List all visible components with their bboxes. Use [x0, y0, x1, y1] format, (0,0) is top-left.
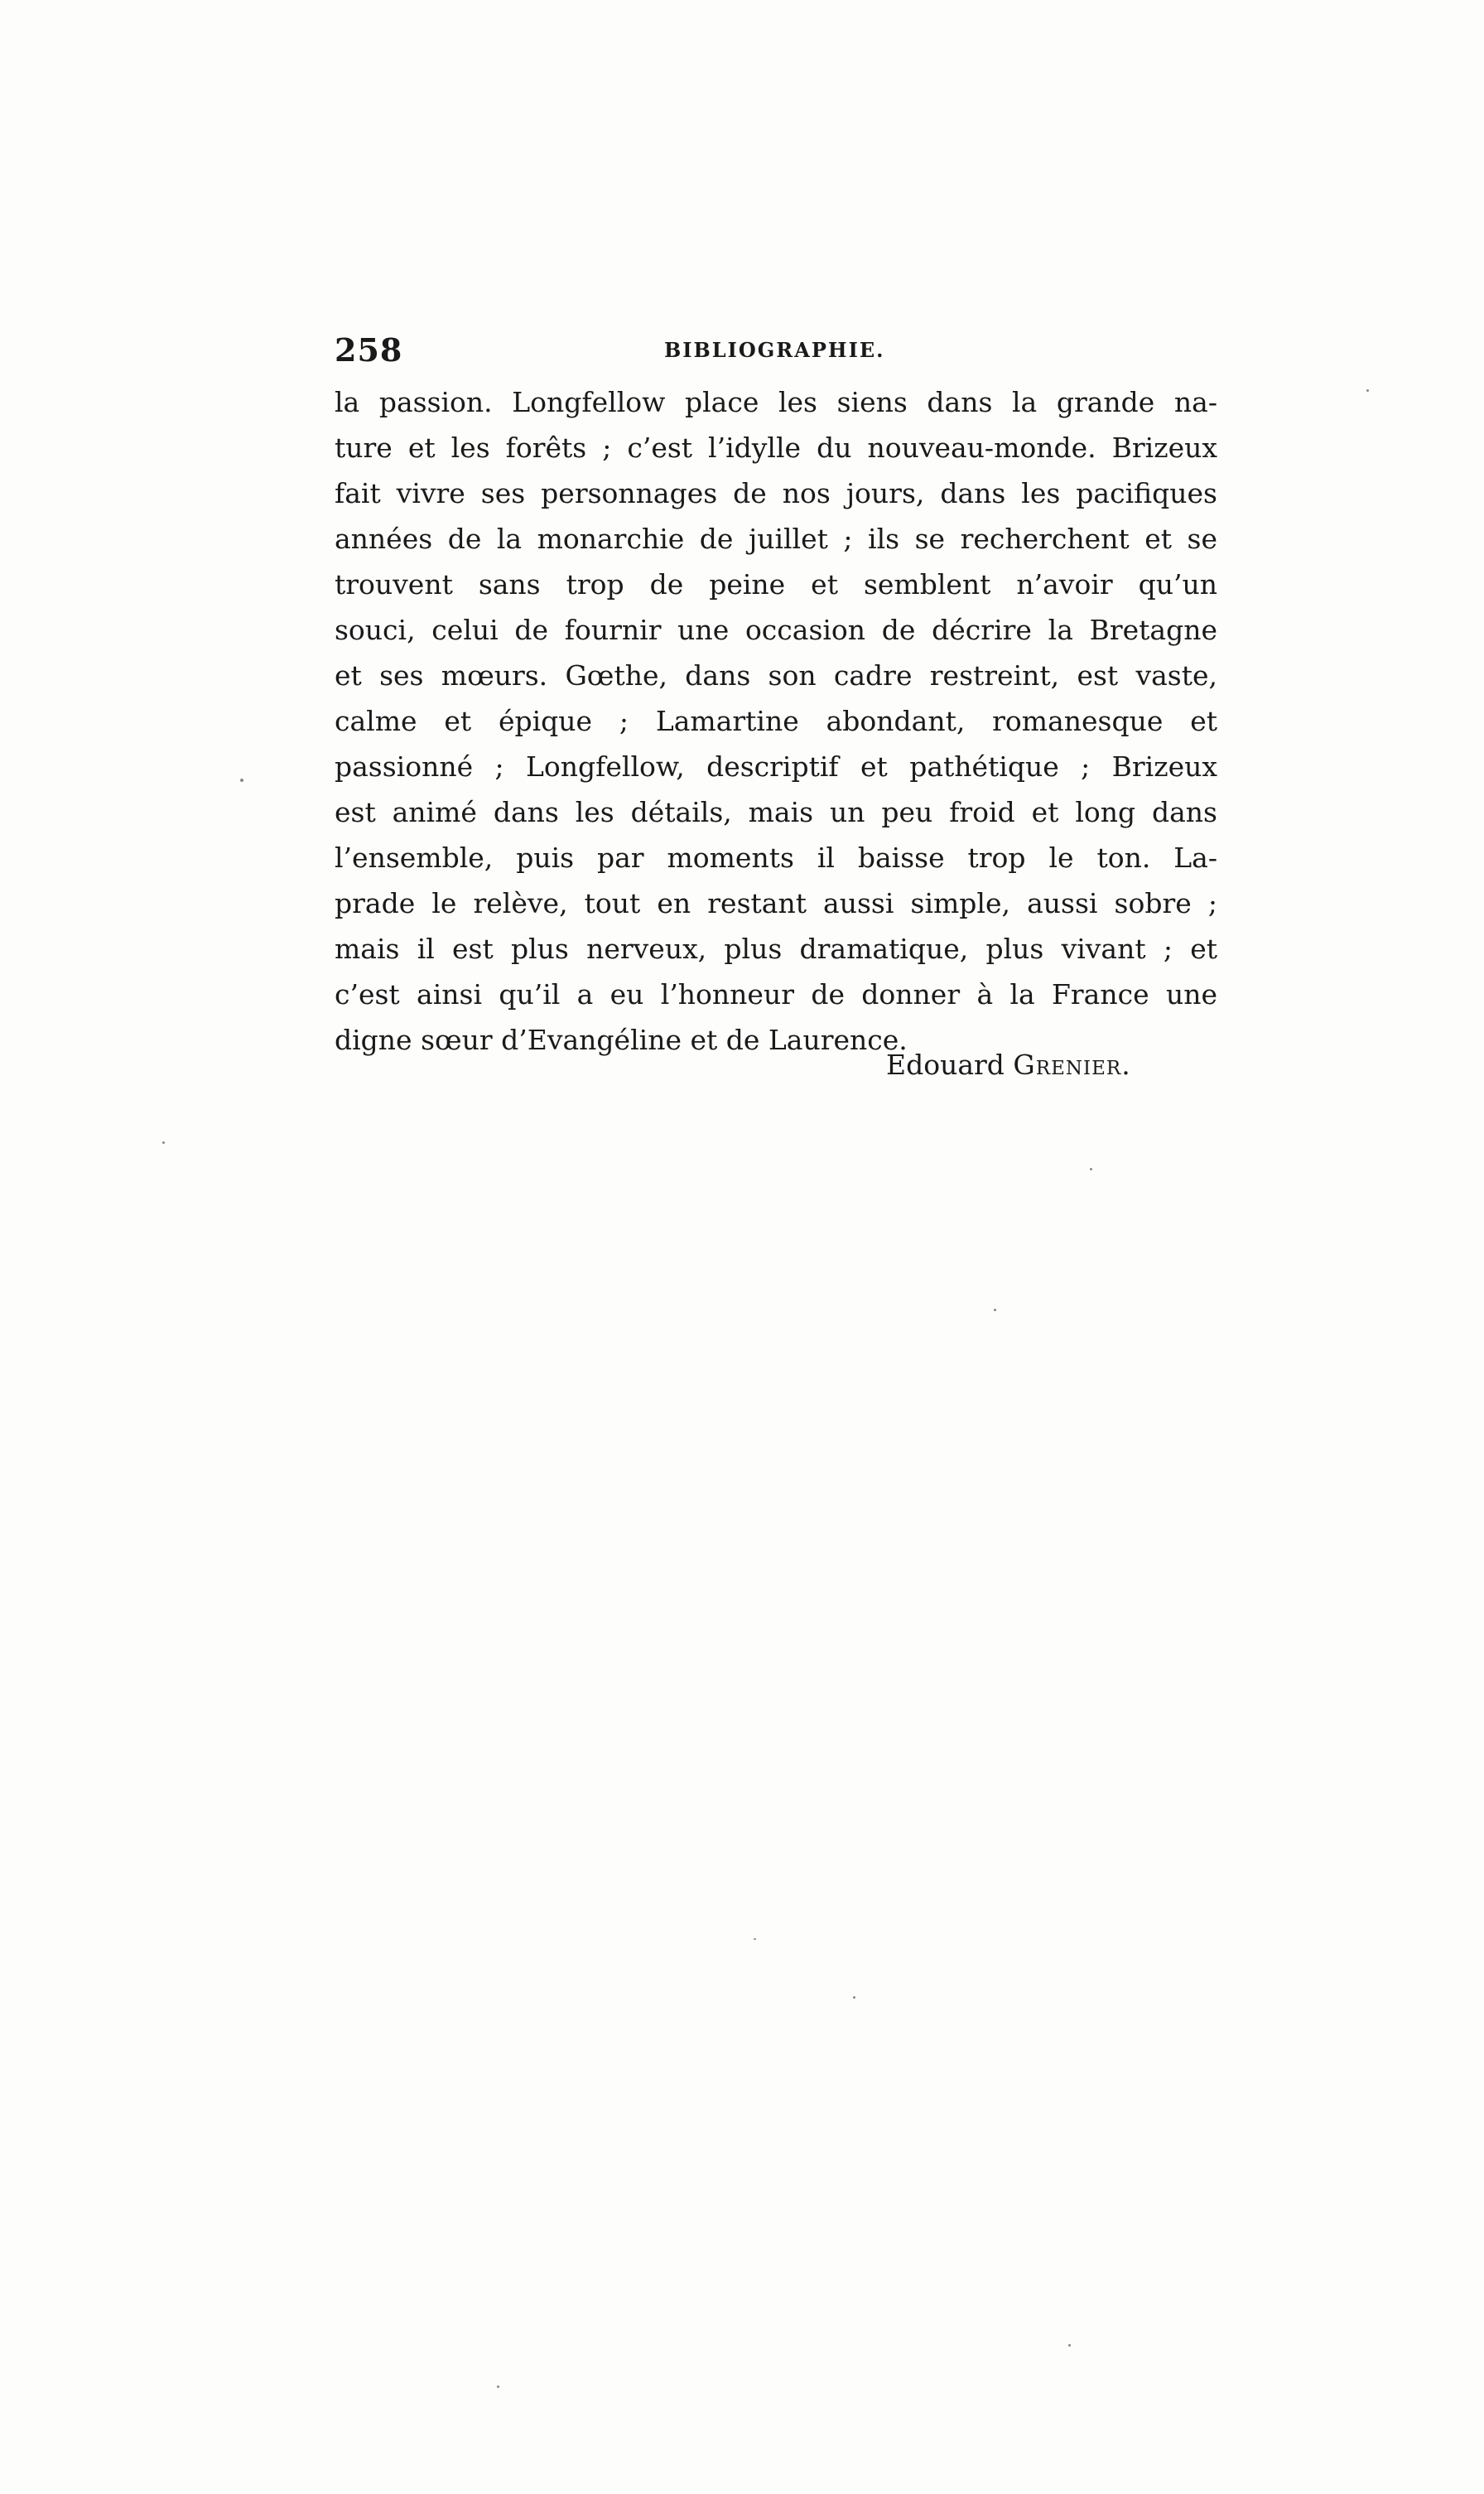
text-line: souci, celui de fournir une occasion de décrire la Bretagne	[335, 614, 1217, 646]
print-speck	[754, 1938, 756, 1940]
text-line: mais il est plus nerveux, plus dramatique, plus vivant ; et	[335, 933, 1217, 965]
signature-surname: Grenier.	[1013, 1049, 1131, 1081]
running-title: BIBLIOGRAPHIE.	[664, 338, 885, 362]
print-speck	[497, 2385, 499, 2388]
text-line: c’est ainsi qu’il a eu l’honneur de donner à la France une	[335, 978, 1217, 1011]
text-line: calme et épique ; Lamartine abondant, romanesque et	[335, 705, 1217, 737]
print-speck	[162, 1141, 165, 1144]
body-paragraph	[335, 379, 1217, 1063]
author-signature	[886, 1042, 1131, 1088]
text-line: trouvent sans trop de peine et semblent n’avoir qu’un	[335, 568, 1217, 601]
print-speck	[1366, 389, 1369, 392]
text-line: et ses mœurs. Gœthe, dans son cadre restreint, est vaste,	[335, 659, 1217, 692]
text-line: passionné ; Longfellow, descriptif et pathétique ; Brizeux	[335, 750, 1217, 783]
text-line: la passion. Longfellow place les siens dans la grande na-	[335, 386, 1217, 418]
signature-given-name: Edouard	[886, 1049, 1005, 1081]
page-header	[335, 331, 1217, 373]
print-speck	[1090, 1168, 1092, 1170]
print-speck	[994, 1309, 996, 1311]
text-line: années de la monarchie de juillet ; ils se recherchent et se	[335, 523, 1217, 555]
text-line: est animé dans les détails, mais un peu froid et long dans	[335, 796, 1217, 828]
page-number: 258	[335, 331, 403, 369]
text-line: fait vivre ses personnages de nos jours, dans les pacifiques	[335, 477, 1217, 509]
print-speck	[853, 1996, 855, 1999]
text-line: prade le relève, tout en restant aussi simple, aussi sobre ;	[335, 887, 1217, 919]
text-line: ture et les forêts ; c’est l’idylle du nouveau-monde. Brizeux	[335, 432, 1217, 464]
print-speck	[1068, 2344, 1071, 2347]
text-line: l’ensemble, puis par moments il baisse trop le ton. La-	[335, 842, 1217, 874]
print-speck	[240, 779, 243, 782]
text-line: digne sœur d’Evangéline et de Laurence.	[335, 1024, 908, 1056]
